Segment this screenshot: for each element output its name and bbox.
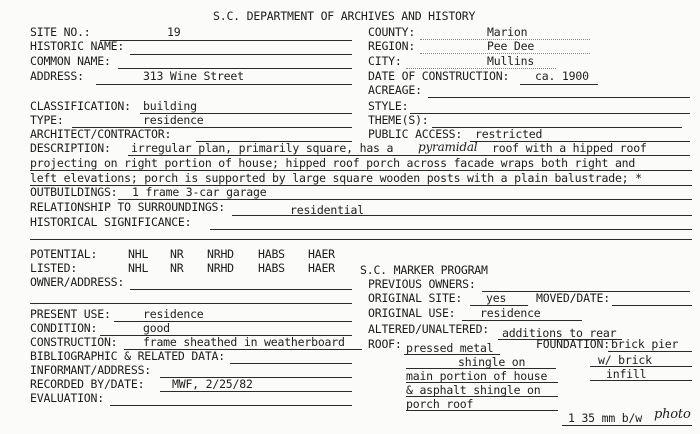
potential-haer: HAER [308, 247, 335, 261]
value-condition: good [143, 321, 170, 335]
label-site-no: SITE NO.: [30, 25, 91, 39]
label-altered: ALTERED/UNALTERED: [368, 322, 490, 336]
label-city: CITY: [368, 54, 402, 68]
label-original-site: ORIGINAL SITE: [368, 291, 463, 305]
label-foundation: FOUNDATION: [536, 337, 610, 351]
label-style: STYLE: [368, 99, 409, 113]
listed-nr: NR [170, 261, 184, 275]
label-original-use: ORIGINAL USE: [368, 306, 456, 320]
value-county: Marion [487, 25, 528, 39]
label-listed: LISTED: [30, 261, 78, 275]
potential-nr: NR [170, 247, 184, 261]
label-historical-significance: HISTORICAL SIGNIFICANCE: [30, 215, 192, 229]
potential-nrhd: NRHD [207, 247, 234, 261]
photo-note-handwritten: photo [654, 407, 691, 422]
label-condition: CONDITION: [30, 321, 98, 335]
value-relationship: residential [290, 203, 364, 217]
value-description-line-3: left elevations; porch is supported by large square wooden posts with a plain balustrade; * [30, 171, 642, 185]
label-outbuildings: OUTBUILDINGS: [30, 185, 118, 199]
label-type: TYPE: [30, 113, 64, 127]
label-architect: ARCHITECT/CONTRACTOR: [30, 127, 172, 141]
value-roof-line-3: main portion of house [406, 369, 548, 383]
label-informant: INFORMANT/ADDRESS: [30, 363, 152, 377]
value-original-use: residence [480, 306, 541, 320]
listed-haer: HAER [308, 261, 335, 275]
label-themes: THEME(S): [368, 113, 429, 127]
label-region: REGION: [368, 39, 416, 53]
label-construction: CONSTRUCTION: [30, 335, 118, 349]
listed-habs: HABS [258, 261, 285, 275]
label-moved-date: MOVED/DATE: [536, 291, 610, 305]
label-acreage: ACREAGE: [368, 83, 422, 97]
value-description-line-2: projecting on right portion of house; hipped roof porch across facade wraps both right and [30, 156, 636, 170]
value-outbuildings: 1 frame 3-car garage [132, 185, 267, 199]
potential-habs: HABS [258, 247, 285, 261]
value-foundation-line-2: w/ brick [598, 353, 652, 367]
value-altered: additions to rear [502, 326, 617, 340]
label-bibliographic: BIBLIOGRAPHIC & RELATED DATA: [30, 349, 225, 363]
photo-note-typed: 1 35 mm b/w [568, 411, 642, 425]
label-potential: POTENTIAL: [30, 247, 98, 261]
listed-nrhd: NRHD [207, 261, 234, 275]
listed-nhl: NHL [128, 261, 149, 275]
value-roof-line-5: porch roof [406, 397, 474, 411]
label-roof: ROOF: [368, 337, 402, 351]
potential-nhl: NHL [128, 247, 149, 261]
label-historic-name: HISTORIC NAME: [30, 39, 125, 53]
value-original-site: yes [486, 291, 507, 305]
value-date-of-construction: ca. 1900 [535, 69, 589, 83]
label-marker-program: S.C. MARKER PROGRAM [360, 263, 488, 277]
value-public-access: restricted [475, 127, 543, 141]
value-region: Pee Dee [487, 39, 535, 53]
value-address: 313 Wine Street [143, 69, 244, 83]
value-type: residence [143, 113, 204, 127]
value-site-no: 19 [167, 25, 181, 39]
label-address: ADDRESS: [30, 69, 84, 83]
value-foundation-line-1: brick pier [611, 337, 679, 351]
value-present-use: residence [143, 307, 204, 321]
value-classification: building [143, 99, 197, 113]
label-relationship: RELATIONSHIP TO SURROUNDINGS: [30, 200, 225, 214]
label-previous-owners: PREVIOUS OWNERS: [368, 277, 476, 291]
label-public-access: PUBLIC ACCESS: [368, 127, 463, 141]
value-city: Mullins [487, 54, 535, 68]
value-roof-line-1: pressed metal [406, 341, 494, 355]
value-foundation-line-3: infill [606, 367, 647, 381]
value-roof-line-2: shingle on [458, 355, 526, 369]
value-description-line-1a: irregular plan, primarily square, has a [131, 141, 394, 155]
value-recorded-by: MWF, 2/25/82 [172, 377, 253, 391]
value-roof-line-4: & asphalt shingle on [406, 383, 541, 397]
label-owner-address: OWNER/ADDRESS: [30, 275, 125, 289]
value-description-handwritten: pyramidal [418, 140, 478, 154]
label-recorded-by: RECORDED BY/DATE: [30, 377, 145, 391]
label-common-name: COMMON NAME: [30, 54, 111, 68]
label-evaluation: EVALUATION: [30, 391, 104, 405]
label-description: DESCRIPTION: [30, 141, 111, 155]
label-classification: CLASSIFICATION: [30, 99, 131, 113]
label-county: COUNTY: [368, 25, 416, 39]
card-header: S.C. DEPARTMENT OF ARCHIVES AND HISTORY [213, 9, 476, 23]
value-description-line-1b: roof with a hipped roof [492, 141, 647, 155]
label-date-of-construction: DATE OF CONSTRUCTION: [368, 69, 510, 83]
label-present-use: PRESENT USE: [30, 307, 111, 321]
value-construction: frame sheathed in weatherboard [143, 335, 345, 349]
